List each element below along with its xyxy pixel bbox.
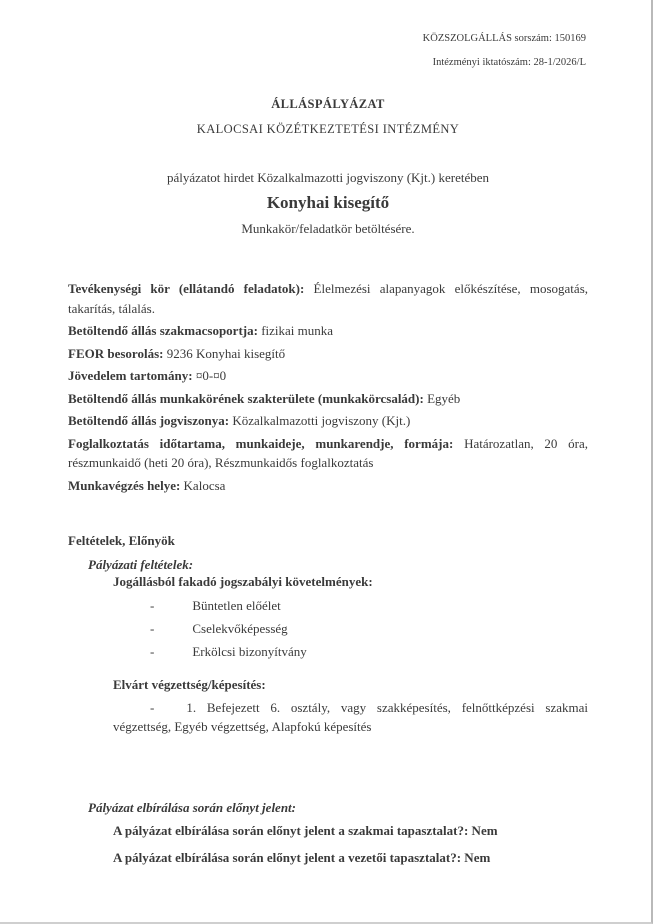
education-requirements-heading: Elvárt végzettség/képesítés:	[113, 677, 266, 693]
job-details-section	[68, 279, 588, 495]
detail-value: Élelmezési alapanyagok előkészítése, mosogatás, takarítás, tálalás.	[68, 281, 589, 316]
serial-number-value: 150169	[554, 33, 586, 44]
list-item	[68, 643, 588, 662]
detail-row-employment	[68, 434, 588, 473]
detail-label: Jövedelem tartomány:	[68, 368, 193, 383]
position-subtitle: Munkakör/feladatkör betöltésére.	[241, 221, 415, 236]
document-type-title: ÁLLÁSPÁLYÁZAT	[271, 97, 385, 111]
organization-name: KALOCSAI KÖZÉTKEZTETÉSI INTÉZMÉNY	[196, 122, 460, 136]
bullet-dash: -	[150, 643, 155, 659]
detail-value: 9236 Konyhai kisegítő	[166, 345, 286, 361]
detail-value: Kalocsa	[183, 477, 226, 493]
conditions-section-heading: Feltételek, Előnyök	[68, 533, 175, 548]
serial-number-line	[68, 33, 586, 44]
registry-number-line	[68, 57, 586, 68]
list-item-text: Büntetlen előélet	[192, 597, 281, 613]
detail-row-family	[68, 389, 588, 409]
detail-value: Egyéb	[427, 390, 461, 406]
registry-number-label: Intézményi iktatószám:	[432, 57, 531, 68]
bullet-dash: -	[150, 620, 155, 636]
list-item-text: Erkölcsi bizonyítvány	[192, 643, 307, 659]
detail-label: Betöltendő állás munkakörének szakterülete (munkakörcsalád):	[68, 390, 424, 406]
detail-row-salary	[68, 366, 588, 386]
advantages-section-heading: Pályázat elbírálása során előnyt jelent:	[88, 799, 296, 815]
legal-requirements-heading: Jogállásból fakadó jogszabályi követelmények:	[113, 574, 373, 589]
bullet-dash: -	[150, 700, 155, 716]
detail-value: fizikai munka	[261, 323, 334, 338]
detail-label: Betöltendő állás szakmacsoportja:	[68, 323, 258, 338]
detail-row-feor	[68, 344, 588, 364]
detail-label: Munkavégzés helye:	[68, 477, 181, 493]
position-title: Konyhai kisegítő	[266, 193, 390, 212]
requirements-subheading: Pályázati feltételek:	[88, 557, 194, 572]
registry-number-value: 28-1/2026/L	[533, 57, 586, 68]
list-item-text: Cselekvőképesség	[192, 620, 288, 636]
detail-row-legal-relation	[68, 411, 588, 431]
list-item	[68, 597, 588, 616]
announcement-line: pályázatot hirdet Közalkalmazotti jogviszony (Kjt.) keretében	[167, 170, 489, 185]
detail-value: ¤0-¤0	[195, 368, 227, 383]
serial-number-label: KÖZSZOLGÁLLÁS sorszám:	[422, 33, 552, 44]
detail-row-location	[68, 476, 588, 496]
detail-label: FEOR besorolás:	[68, 345, 164, 361]
detail-label: Foglalkoztatás időtartama, munkaideje, munkarendje, formája:	[68, 435, 454, 451]
detail-row-category	[68, 321, 588, 341]
advantage-line-leadership: A pályázat elbírálása során előnyt jelent a vezetői tapasztalat?: Nem	[113, 850, 491, 866]
detail-value: Határozatlan, 20 óra, részmunkaidő (heti 20 óra), Részmunkaidős foglalkoztatás	[68, 435, 589, 470]
detail-label: Betöltendő állás jogviszonya:	[68, 413, 230, 428]
detail-label: Tevékenységi kör (ellátandó feladatok):	[68, 281, 305, 296]
list-item	[68, 620, 588, 639]
legal-requirements-list	[68, 597, 588, 662]
education-requirement-item	[113, 699, 588, 735]
detail-value: Közalkalmazotti jogviszony (Kjt.)	[232, 413, 411, 428]
advantage-line-professional: A pályázat elbírálása során előnyt jelent a szakmai tapasztalat?: Nem	[113, 823, 498, 839]
bullet-dash: -	[150, 597, 155, 613]
document-header	[68, 0, 588, 68]
education-requirement-text: 1. Befejezett 6. osztály, vagy szakképesítés, felnőttképzési szakmai végzettség, Egyéb végzettség, Alapfokú képesítés	[113, 700, 588, 734]
detail-row-activities	[68, 279, 588, 318]
